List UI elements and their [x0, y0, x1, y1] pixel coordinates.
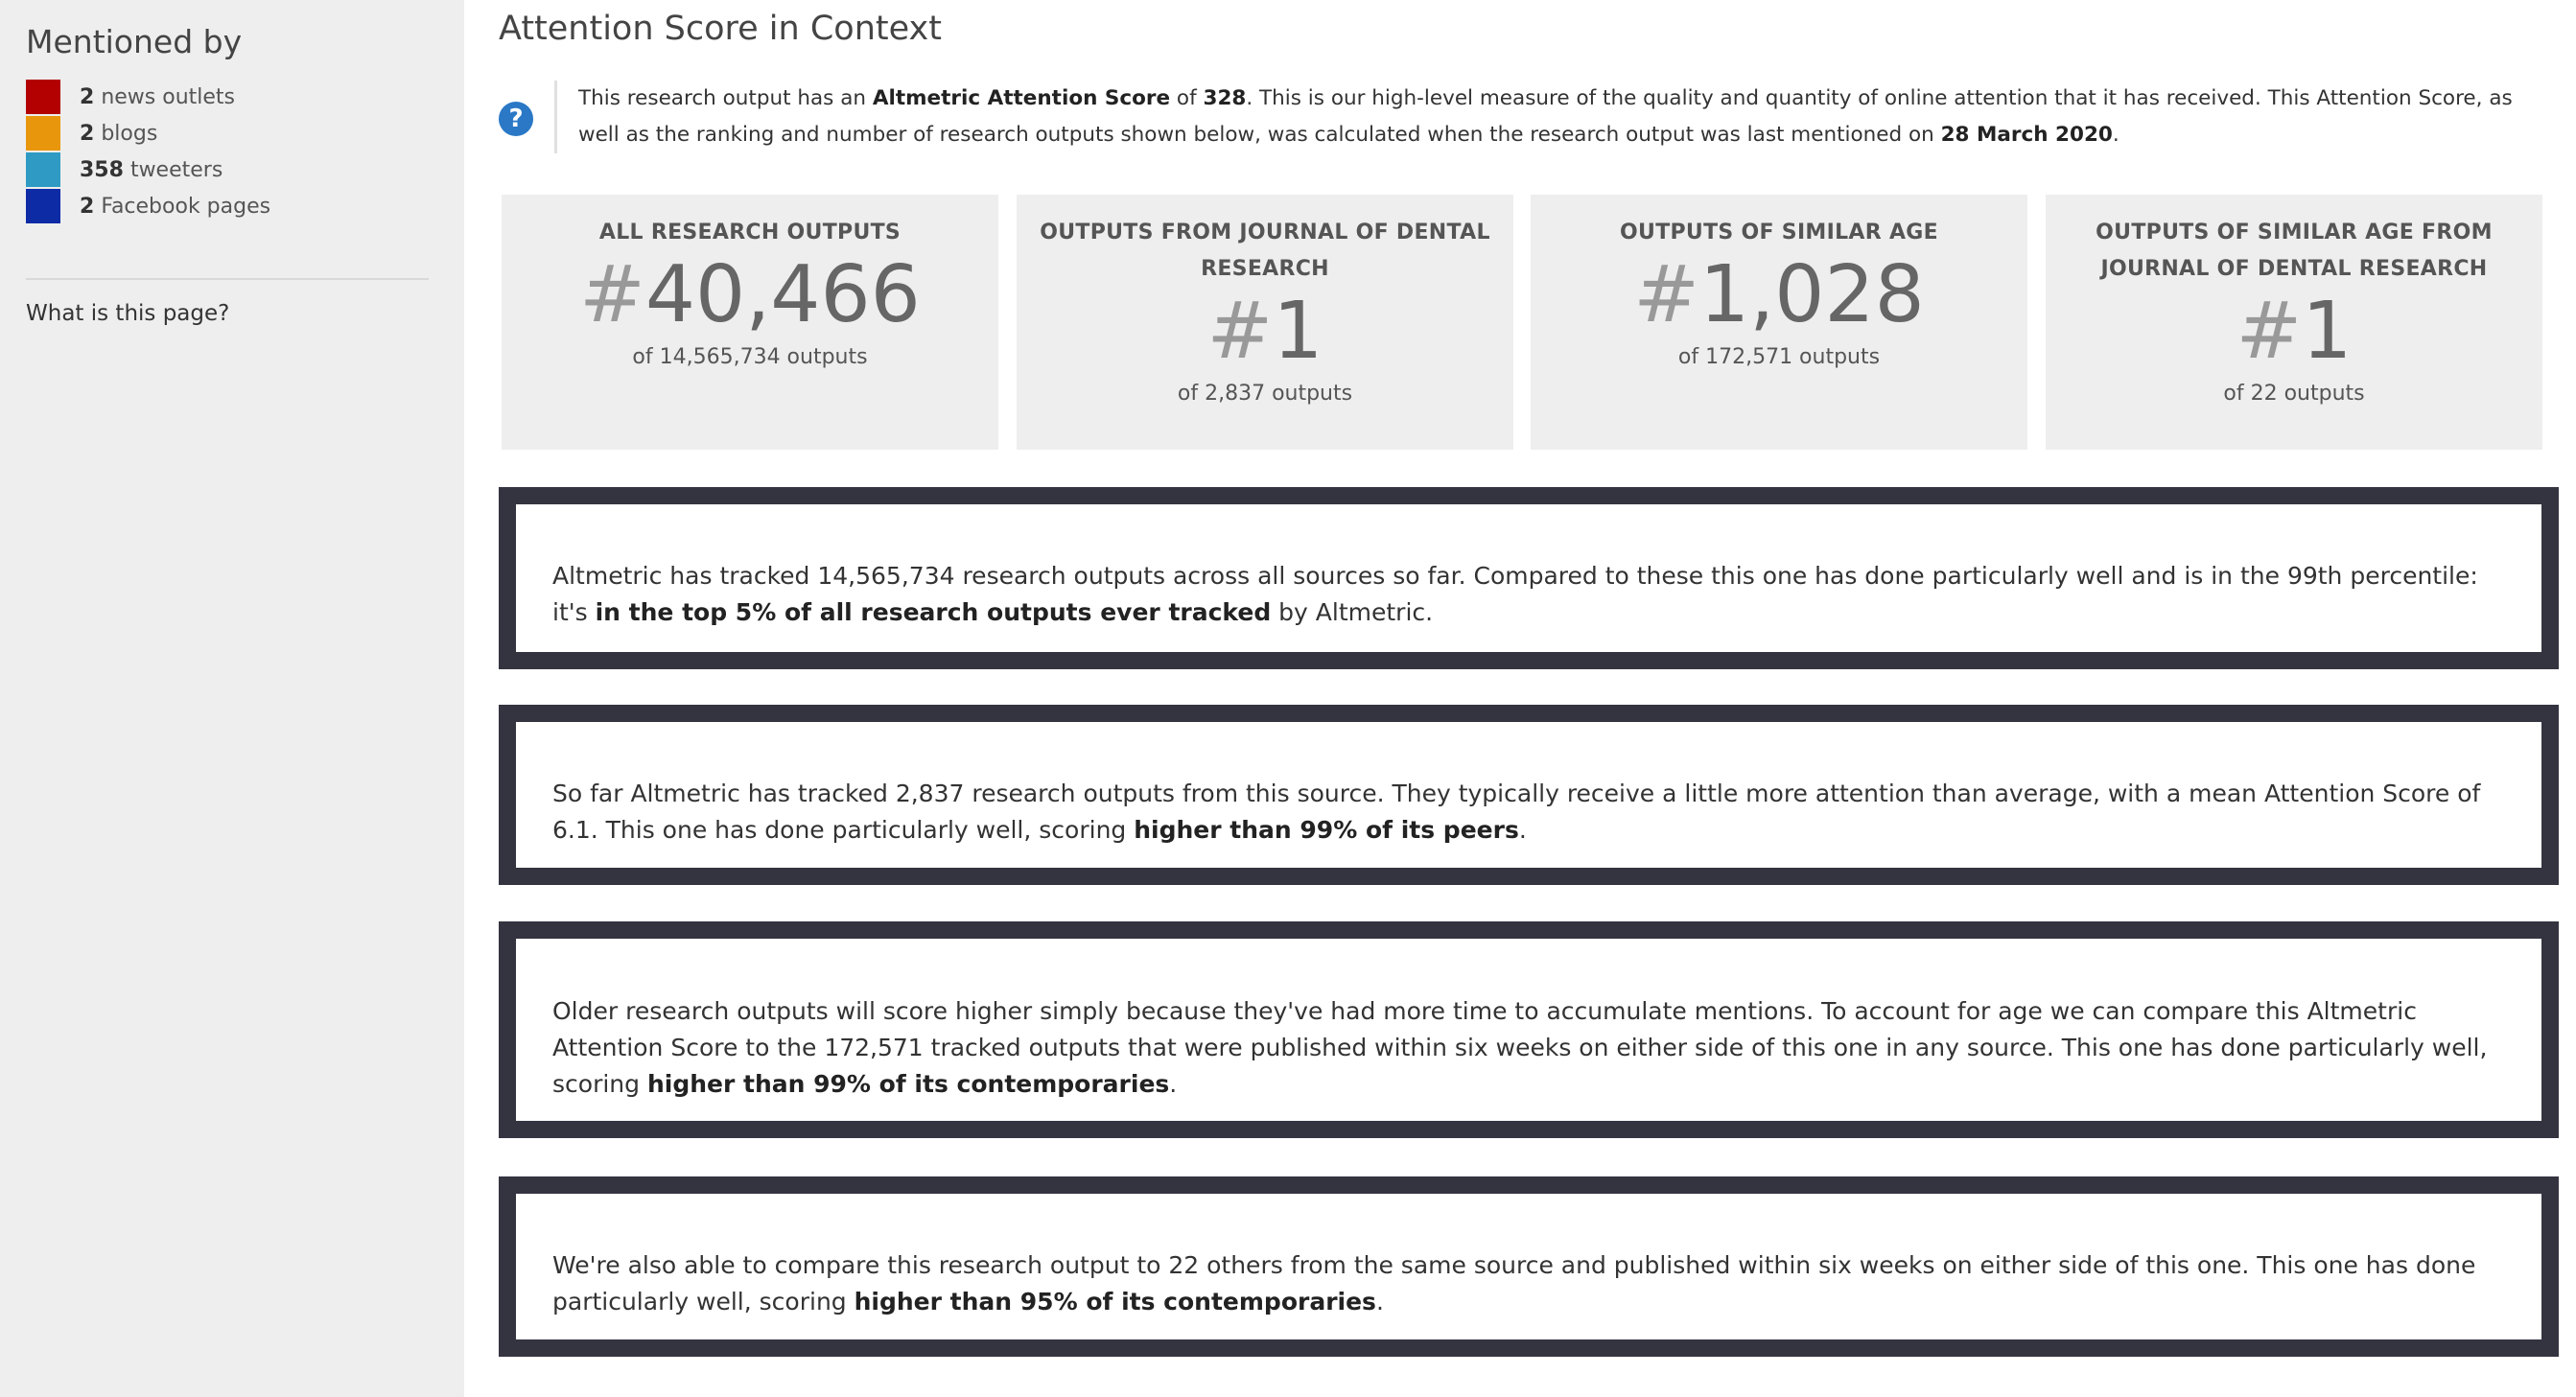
mention-count: 2 [80, 121, 95, 146]
rank-value: 40,466 [644, 249, 921, 340]
panel-highlight: higher than 95% of its contemporaries [854, 1288, 1376, 1316]
mention-blogs[interactable] [26, 115, 270, 151]
page-title: Attention Score in Context [499, 10, 942, 48]
facebook-pages-swatch [26, 189, 60, 223]
panel-text [552, 776, 2505, 849]
rank-total: of 2,837 outputs [1177, 382, 1353, 406]
intro-text [554, 81, 2544, 153]
mention-label: news outlets [101, 84, 236, 109]
mention-legend [26, 79, 270, 224]
panel-sentence: . [1375, 1288, 1384, 1316]
mention-facebook-pages[interactable] [26, 188, 270, 224]
panel-text [552, 1247, 2505, 1320]
rank-heading: OUTPUTS OF SIMILAR AGE [1620, 221, 1938, 244]
panel-highlight: in the top 5% of all research outputs ever tracked [595, 598, 1272, 626]
intro-part: . This is our high-level measure of the quality and quantity of online attention that it has received. This Attention Score, as well as the ranking and number of research outputs shown below, was calculated when the research output was last mentioned on [578, 86, 2513, 147]
last-mentioned-date: 28 March 2020 [1940, 123, 2113, 147]
mention-count: 358 [80, 157, 124, 182]
rank-box-journal [1017, 195, 1513, 450]
context-panel-similar-age-journal [499, 1176, 2559, 1357]
rank-box-all-outputs [502, 195, 998, 450]
what-is-this-page-link[interactable]: What is this page? [26, 301, 230, 326]
rank-heading: OUTPUTS OF SIMILAR AGE FROM JOURNAL OF DENTAL RESEARCH [2096, 221, 2493, 281]
rank-hash: # [1206, 286, 1274, 377]
mention-news-outlets[interactable] [26, 79, 270, 115]
rank-hash: # [579, 249, 645, 340]
panel-sentence: . [1169, 1070, 1178, 1098]
rank-hash: # [1633, 249, 1699, 340]
rank-number [2046, 288, 2542, 376]
rank-heading: OUTPUTS FROM JOURNAL OF DENTAL RESEARCH [1040, 221, 1490, 281]
rank-number [1017, 288, 1513, 376]
score-label: Altmetric Attention Score [872, 86, 1171, 110]
mentioned-by-title: Mentioned by [26, 23, 243, 60]
rank-hash: # [2236, 286, 2303, 377]
panel-sentence: Older research outputs will score higher simply because they've had more time to accumulate mentions. To account for age we can compare this Altmetric Attention Score to the 172,571 tracked outputs that were published within six weeks on either side of this one in any source. This one has done particularly well, scoring [552, 997, 2488, 1098]
attention-score: 328 [1203, 86, 1247, 110]
rank-value: 1,028 [1698, 249, 1925, 340]
panel-highlight: higher than 99% of its peers [1134, 816, 1519, 844]
panel-sentence: . [1518, 816, 1527, 844]
panel-text [552, 993, 2505, 1103]
panel-sentence: We're also able to compare this research output to 22 others from the same source and published within six weeks on either side of this one. This one has done particularly well, scoring [552, 1251, 2476, 1316]
rank-box-similar-age-journal [2046, 195, 2542, 450]
mention-label: Facebook pages [101, 194, 271, 219]
context-panel-similar-age [499, 921, 2559, 1138]
news-outlets-swatch [26, 80, 60, 114]
rank-number [1531, 251, 2027, 339]
rank-value: 1 [2302, 286, 2353, 377]
context-panel-all-outputs [499, 487, 2559, 669]
mention-count: 2 [80, 84, 95, 109]
panel-sentence: Altmetric has tracked 14,565,734 research outputs across all sources so far. Compared to these this one has done particularly well and is in the 99th percentile: it's [552, 562, 2478, 626]
rank-total: of 14,565,734 outputs [632, 345, 868, 369]
mention-count: 2 [80, 194, 95, 219]
rank-total: of 172,571 outputs [1677, 345, 1881, 369]
rank-value: 1 [1273, 286, 1323, 377]
question-icon[interactable]: ? [499, 102, 533, 136]
sidebar [0, 0, 464, 1397]
intro-part: This research output has an [578, 86, 873, 110]
intro-part: . [2112, 123, 2119, 147]
sidebar-divider [26, 278, 429, 280]
tweeters-swatch [26, 152, 60, 187]
panel-text [552, 558, 2505, 631]
rank-heading: ALL RESEARCH OUTPUTS [598, 221, 902, 244]
panel-sentence: by Altmetric. [1271, 598, 1434, 626]
rank-number [502, 251, 998, 339]
panel-highlight: higher than 99% of its contemporaries [646, 1070, 1170, 1098]
intro-part: of [1170, 86, 1204, 110]
panel-sentence: So far Altmetric has tracked 2,837 research outputs from this source. They typically receive a little more attention than average, with a mean Attention Score of 6.1. This one has done particularly well, scoring [552, 780, 2481, 844]
mention-label: blogs [101, 121, 158, 146]
mention-tweeters[interactable] [26, 151, 270, 188]
blogs-swatch [26, 116, 60, 151]
context-panel-journal [499, 705, 2559, 885]
mention-label: tweeters [129, 157, 223, 182]
rank-total: of 22 outputs [2223, 382, 2365, 406]
rank-box-similar-age [1531, 195, 2027, 450]
